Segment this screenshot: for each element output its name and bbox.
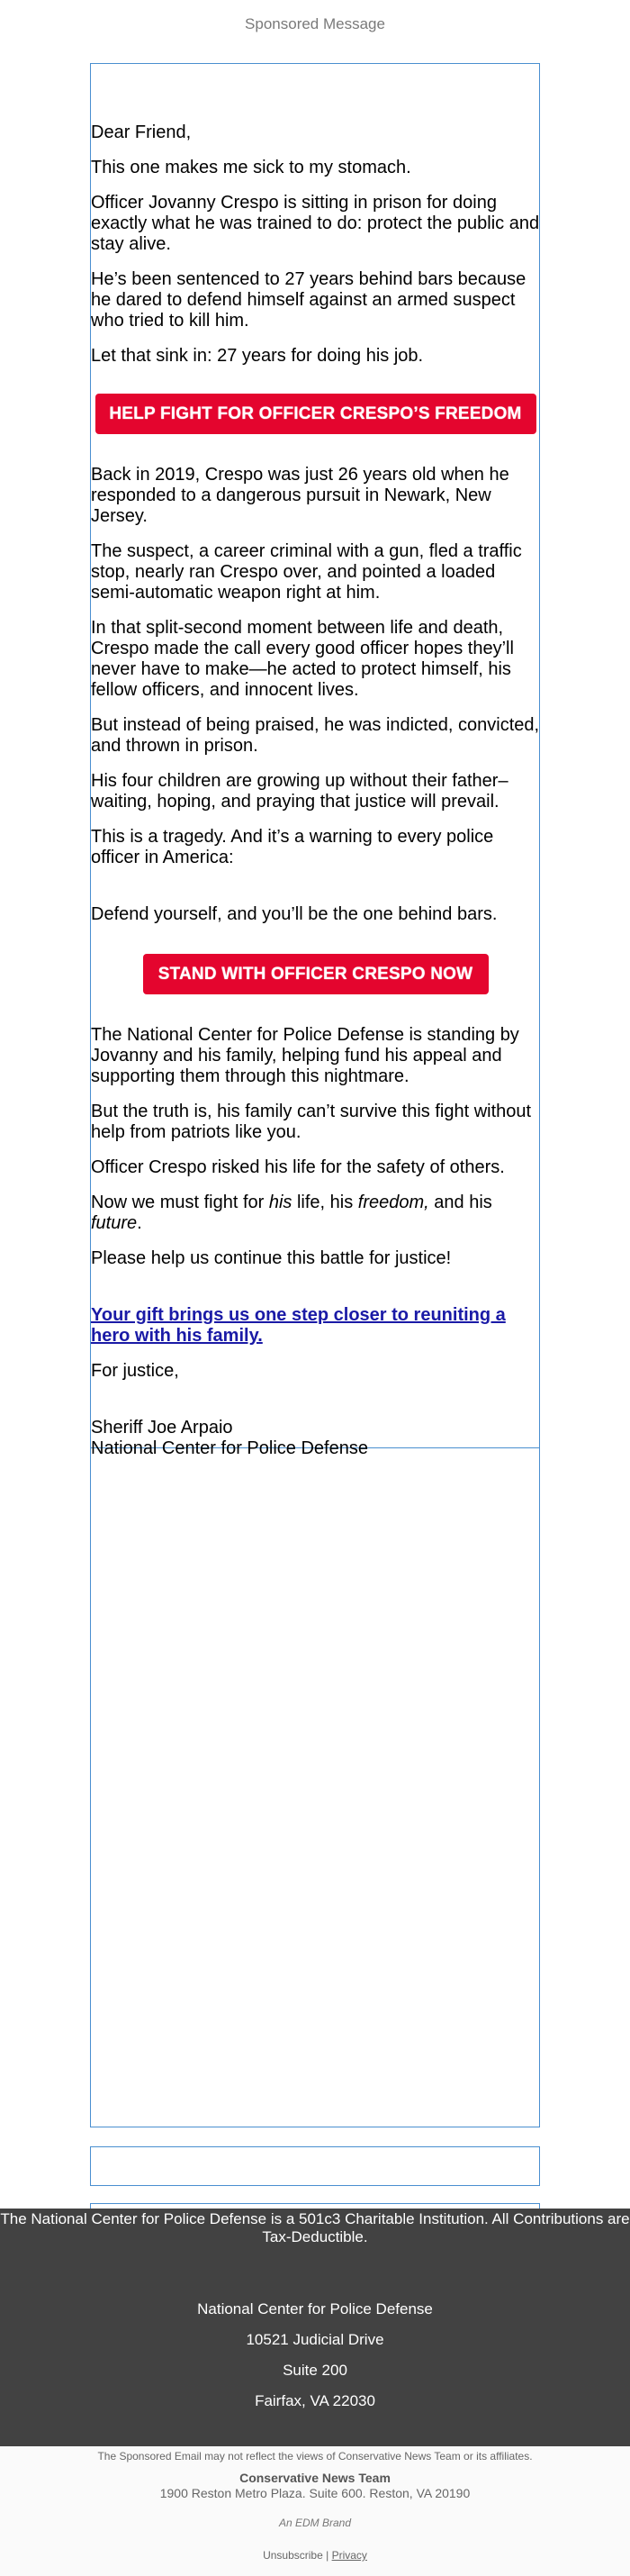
tax-disclaimer: The National Center for Police Defense is a 501c3 Charitable Institution. All Contributions are Tax-Deductible. xyxy=(0,2210,630,2245)
footer-street: 10521 Judicial Drive xyxy=(246,2331,384,2348)
paragraph: The suspect, a career criminal with a gun, fled a traffic stop, nearly ran Crespo over, and pointed a loaded semi-automatic weapon right at him. xyxy=(91,541,522,603)
paragraph: Officer Jovanny Crespo is sitting in prison for doing exactly what he was trained to do: protect the public and stay alive. xyxy=(91,193,540,254)
paragraph: The National Center for Police Defense is standing by Jovanny and his family, helping fund his appeal and supporting them through this nightmare. xyxy=(91,1025,519,1086)
paragraph: This one makes me sick to my stomach. xyxy=(91,158,411,177)
cta-container xyxy=(91,948,540,994)
cta-container xyxy=(91,394,540,434)
greeting: Dear Friend, xyxy=(91,122,192,142)
paragraph-emphasis xyxy=(91,1193,540,1234)
empty-content-frame xyxy=(90,1448,540,2127)
text-run: . xyxy=(137,1213,142,1233)
text-run: life, his xyxy=(292,1193,358,1212)
text-run-italic: his xyxy=(268,1193,292,1212)
paragraph: Defend yourself, and you’ll be the one behind bars. xyxy=(91,904,498,924)
signer-organization: National Center for Police Defense xyxy=(91,1438,368,1458)
text-run: Now we must fight for xyxy=(91,1193,269,1212)
help-fight-button[interactable]: HELP FIGHT FOR OFFICER CRESPO’S FREEDOM xyxy=(95,394,536,434)
text-run-italic: future xyxy=(91,1213,138,1233)
stand-with-button[interactable]: STAND WITH OFFICER CRESPO NOW xyxy=(143,954,489,994)
footer-city: Fairfax, VA 22030 xyxy=(255,2392,375,2409)
sponsor-disclaimer: The Sponsored Email may not reflect the views of Conservative News Team or its affiliates. xyxy=(97,2450,533,2463)
publisher-footer xyxy=(0,2446,630,2576)
text-run-italic: freedom, xyxy=(357,1193,429,1212)
link-separator: | xyxy=(326,2549,329,2562)
paragraph: His four children are growing up without their father–waiting, hoping, and praying that justice will prevail. xyxy=(91,771,508,812)
paragraph: But instead of being praised, he was indicted, convicted, and thrown in prison. xyxy=(91,715,540,756)
paragraph: Back in 2019, Crespo was just 26 years old when he responded to a dangerous pursuit in Newark, New Jersey. xyxy=(91,465,509,526)
text-run: and his xyxy=(428,1193,492,1212)
closing: For justice, xyxy=(91,1361,179,1381)
paragraph: But the truth is, his family can’t survive this fight without help from patriots like you. xyxy=(91,1102,532,1142)
paragraph: This is a tragedy. And it’s a warning to every police officer in America: xyxy=(91,827,494,867)
unsubscribe-link[interactable]: Unsubscribe xyxy=(263,2549,323,2562)
letter-body xyxy=(91,63,540,1474)
paragraph: Please help us continue this battle for justice! xyxy=(91,1248,452,1268)
footer-links xyxy=(0,2549,630,2562)
paragraph: He’s been sentenced to 27 years behind bars because he dared to defend himself against an armed suspect who tried to kill him. xyxy=(91,269,526,331)
organization-footer xyxy=(0,2209,630,2446)
spacer-frame xyxy=(90,2146,540,2186)
publisher-address: 1900 Reston Metro Plaza. Suite 600. Reston, VA 20190 xyxy=(159,2486,471,2500)
footer-suite: Suite 200 xyxy=(283,2362,347,2379)
paragraph: In that split-second moment between life and death, Crespo made the call every good officer hopes they’ll never have to make—he acted to protect himself, his fellow officers, and innocent lives. xyxy=(91,618,514,700)
footer-org-name: National Center for Police Defense xyxy=(197,2300,433,2317)
privacy-link[interactable]: Privacy xyxy=(331,2549,367,2562)
sponsored-label: Sponsored Message xyxy=(245,15,385,32)
paragraph: Let that sink in: 27 years for doing his job. xyxy=(91,346,424,366)
edm-brand-label: An EDM Brand xyxy=(278,2517,352,2529)
signer-name: Sheriff Joe Arpaio xyxy=(91,1418,233,1438)
paragraph: Officer Crespo risked his life for the safety of others. xyxy=(91,1157,505,1177)
publisher-name: Conservative News Team xyxy=(239,2471,391,2485)
donate-link[interactable]: Your gift brings us one step closer to reuniting a hero with his family. xyxy=(91,1305,506,1346)
